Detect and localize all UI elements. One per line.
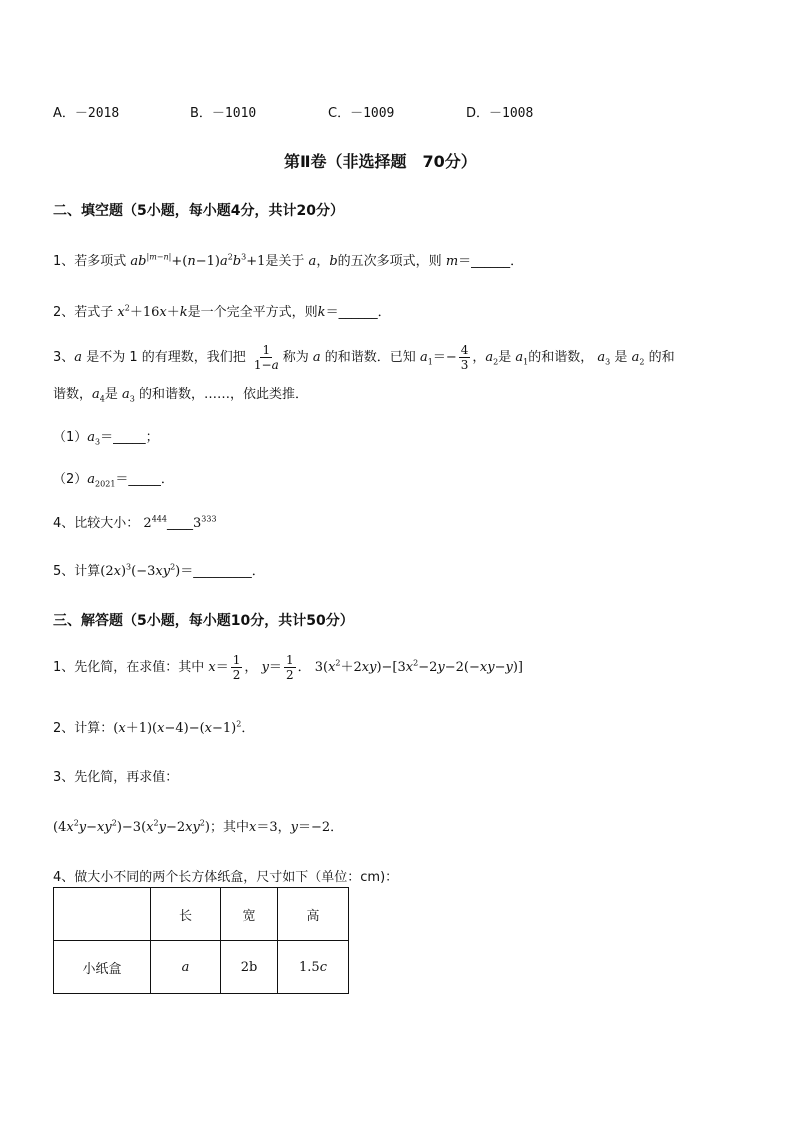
question-text: 的和谐数．已知 [324, 350, 416, 365]
s2-question-1: 1、若多项式 $ab^{|m-n|}+(n-1)a^2b^3+1$是关于 a，b的五次多项式，则 m＝______． [53, 252, 524, 269]
s2-question-3-sub1: $(1)a_3=\_\_\_\_\_$； [53, 430, 159, 447]
question-text: 4、比较大小： [53, 516, 140, 531]
question-text: 1、若多项式 [53, 254, 127, 269]
fraction: $\frac{1}{2}$ [285, 653, 294, 682]
sub-label: （1） [53, 430, 88, 445]
question-text: ；其中 [209, 820, 249, 835]
s2-question-5: 5、计算$(2x)^3(-3xy^2)=\_\_\_\_\_\_\_\_\_$． [53, 562, 265, 579]
question-text: 是关于 [265, 254, 305, 269]
answer-blank: ＝_________． [180, 564, 265, 579]
choice-letter: C． [328, 106, 351, 121]
row-label: 小纸盒 [54, 941, 151, 994]
s3-question-3 [53, 766, 178, 785]
s2-question-3-sub2: $(2)a_{2021}=\_\_\_\_\_$． [53, 472, 174, 489]
height-variable: c [319, 959, 327, 975]
question-text: 是一个完全平方式，则 [187, 305, 318, 320]
choice-letter: A． [53, 106, 75, 121]
width-cell [221, 941, 278, 994]
height-number: 1.5 [299, 959, 320, 975]
choice-b [190, 102, 256, 121]
question-text: 2、计算： [53, 721, 114, 736]
width-value: 2b [240, 959, 258, 975]
table-row [54, 941, 349, 994]
answer-blank: ____ [166, 516, 193, 531]
question-text: 2、若式子 [53, 305, 114, 320]
table-header-cell: 长 [151, 888, 221, 941]
question-text: 1、先化简，在求值：其中 [53, 660, 205, 675]
fraction: $\frac{1}{1-a}$ [253, 343, 279, 372]
question-text: 的五次多项式，则 [337, 254, 442, 269]
s2-question-4: 4、比较大小： $2^{444}\_\_\_\_3^{333}$ [53, 514, 217, 531]
s2-question-3-line2: 谐数，$a_4$是 $a_3$ 的和谐数，……，依此类推． [53, 387, 309, 404]
s2-question-2: 2、若式子 $x^2+16x+k$是一个完全平方式，则k＝______． [53, 303, 391, 320]
choice-c [328, 102, 394, 121]
formula: $ab^{|m-n|}$ [130, 252, 172, 269]
question-text: 5、计算 [53, 564, 101, 579]
s2-question-3-line1: 3、a 是不为 1 的有理数，我们把 $\frac{1}{1-a}$ 称为 a 的和谐数．已知 $a_1=-$ $\frac{4}{3}$ ，$a_2$是 $a_1$的和谐数， $a_3$ 是 $a_2$ 的和 [53, 343, 675, 372]
s3-question-3-expr: $(4x^2y-xy^2)-3(x^2y-2xy^2)$；其中x＝3，y＝−2． [53, 818, 344, 835]
question-text: 称为 [282, 350, 309, 365]
dimensions-table [53, 887, 349, 994]
question-text: 的和谐数， [528, 350, 594, 365]
answer-blank: ＝_____． [115, 472, 174, 487]
sub-label: （2） [53, 472, 88, 487]
question-text: 4、做大小不同的两个长方体纸盒，尺寸如下（单位：cm)： [53, 870, 399, 885]
height-cell [278, 941, 349, 994]
answer-blank: ______． [471, 254, 524, 269]
fraction: $\frac{4}{3}$ [460, 343, 469, 372]
choice-letter: D． [466, 106, 490, 121]
question-text: 3、先化简，再求值： [53, 770, 179, 785]
table-header-row [54, 888, 349, 941]
choice-a [53, 102, 119, 121]
question-text: 是 [498, 350, 512, 365]
part-title: 第Ⅱ卷（非选择题 70分） [284, 152, 477, 171]
table-header-cell: 高 [278, 888, 349, 941]
choice-value: －2018 [74, 106, 120, 121]
s3-question-4 [53, 866, 398, 885]
table-header-cell: 宽 [221, 888, 278, 941]
length-cell: a [151, 941, 221, 994]
section2-heading: 二、填空题（5小题，每小题4分，共计20分） [53, 203, 344, 219]
choice-d [466, 102, 533, 121]
choice-value: －1008 [489, 106, 534, 121]
answer-blank: ＝______． [325, 305, 391, 320]
table-header-cell [54, 888, 151, 941]
choice-letter: B． [190, 106, 212, 121]
question-text: 的和谐数，……，依此类推． [139, 387, 309, 402]
question-text: 的和 [648, 350, 675, 365]
choice-value: －1010 [211, 106, 257, 121]
fraction: $\frac{1}{2}$ [232, 653, 241, 682]
section3-heading: 三、解答题（5小题，每小题10分，共计50分） [53, 613, 354, 629]
question-text: 是不为 1 的有理数，我们把 [86, 350, 246, 365]
s3-question-1: 1、先化简，在求值：其中 x＝ $\frac{1}{2}$ ， y＝ $\frac{1}{2}$ ． $3(x^2+2xy)-[3x^2-2y-2(-xy-y)]$ [53, 653, 523, 682]
answer-blank: ＝_____； [100, 430, 159, 445]
question-text: 谐数， [53, 387, 93, 402]
choice-value: －1009 [350, 106, 395, 121]
s3-question-2: 2、计算：$(x+1)(x-4)-(x-1)^2$． [53, 719, 255, 736]
question-text: 3、 [53, 350, 75, 365]
question-text: 是 [104, 387, 118, 402]
question-text: 是 [614, 350, 628, 365]
